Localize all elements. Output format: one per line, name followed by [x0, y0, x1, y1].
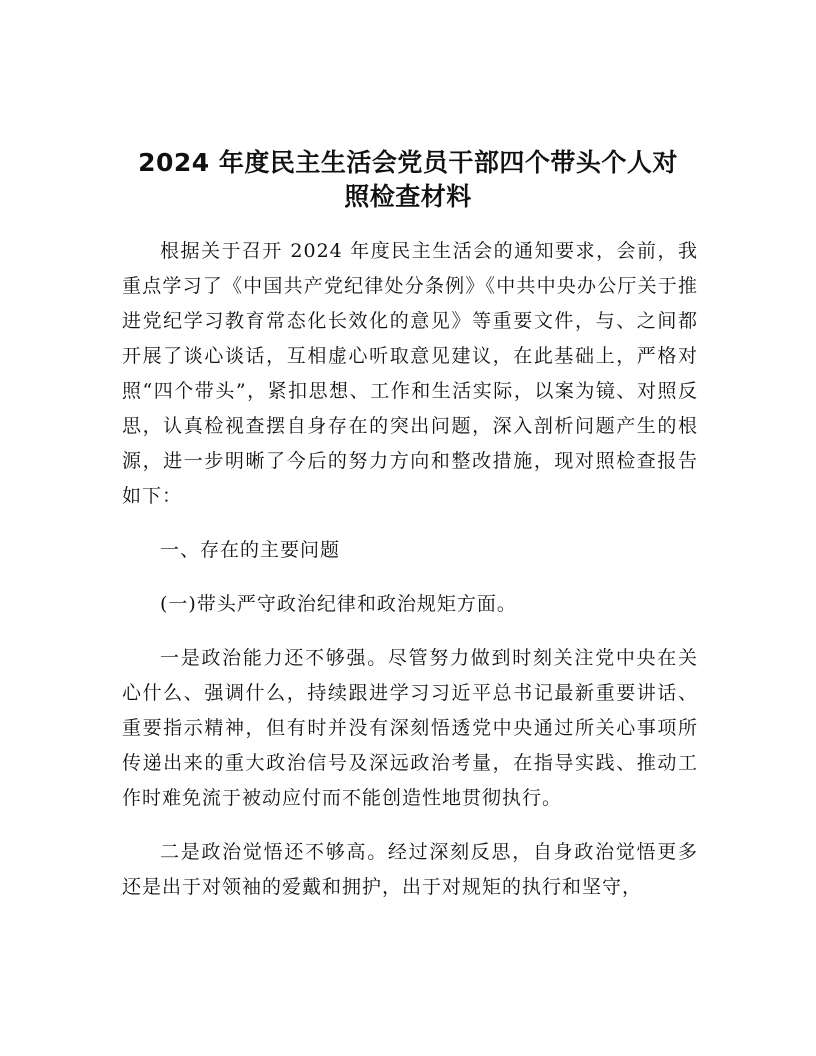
document-title-line-1: 2024 年度民主生活会党员干部四个带头个人对: [138, 148, 678, 177]
paragraph-political-ability: 一是政治能力还不够强。尽管努力做到时刻关注党中央在关心什么、强调什么，持续跟进学习习近平总书记最新重要讲话、重要指示精神，但有时并没有深刻悟透党中央通过所关心事项所传递出来的重大政治信号及深远政治考量，在指导实践、推动工作时难免流于被动应付而不能创造性地贯彻执行。: [122, 647, 698, 809]
document-title: [96, 146, 720, 214]
subsection-heading-political-discipline: (一)带头严守政治纪律和政治规矩方面。: [160, 593, 517, 615]
intro-paragraph: 根据关于召开 2024 年度民主生活会的通知要求，会前，我重点学习了《中国共产党纪律处分条例》《中共中央办公厅关于推进党纪学习教育常态化长效化的意见》等重要文件，与、之间都开展了谈心谈话，互相虚心听取意见建议，在此基础上，严格对照“四个带头”，紧扣思想、工作和生活实际，以案为镜、对照反思，认真检视查摆自身存在的突出问题，深入剖析问题产生的根源，进一步明晰了今后的努力方向和整改措施，现对照检查报告如下：: [122, 240, 698, 507]
paragraph-political-awareness: 二是政治觉悟还不够高。经过深刻反思，自身政治觉悟更多还是出于对领袖的爱戴和拥护，出于对规矩的执行和坚守，: [122, 841, 698, 898]
section-heading-main-problems: 一、存在的主要问题: [160, 539, 341, 561]
document-title-line-2: 照检查材料: [344, 182, 472, 211]
document-body: [122, 234, 698, 924]
